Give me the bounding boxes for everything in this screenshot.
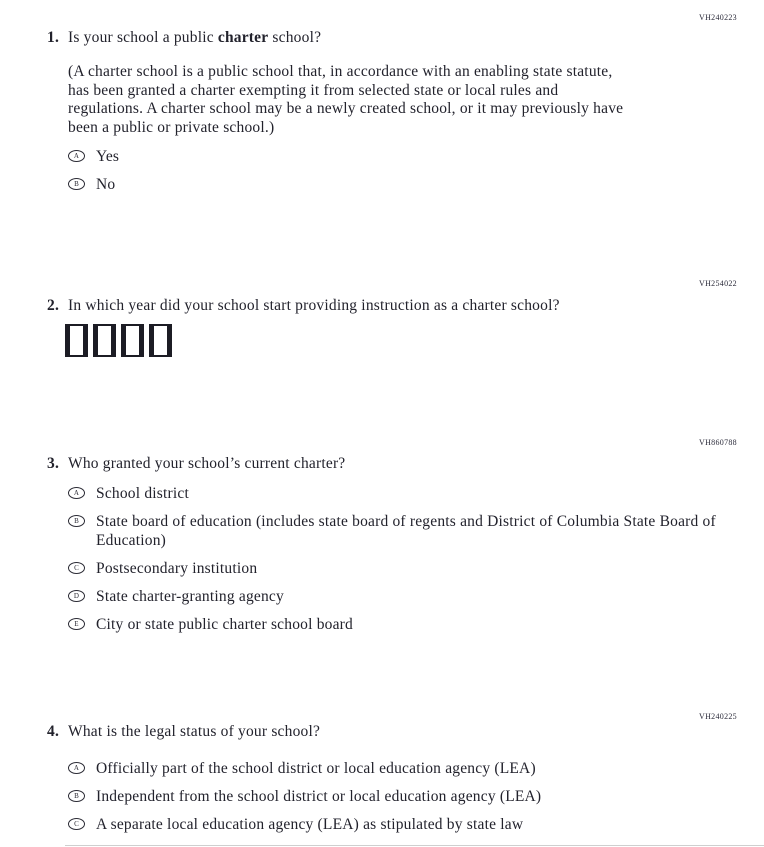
question-2-number: 2. <box>47 297 60 314</box>
option-row <box>68 615 734 634</box>
option-label: Independent from the school district or local education agency (LEA) <box>96 788 542 805</box>
answer-oval-icon[interactable]: C <box>68 818 85 830</box>
question-4-text: What is the legal status of your school? <box>68 723 321 740</box>
answer-oval-icon[interactable]: A <box>68 487 85 499</box>
question-1-options <box>68 147 734 203</box>
option-row <box>68 787 734 806</box>
option-row <box>68 759 734 778</box>
option-row-no <box>68 175 734 194</box>
option-label: Officially part of the school district or local education agency (LEA) <box>96 760 536 777</box>
option-row-yes <box>68 147 734 166</box>
answer-oval-icon[interactable]: D <box>68 590 85 602</box>
option-label: Postsecondary institution <box>96 560 258 577</box>
option-label: Yes <box>96 148 120 165</box>
question-4-prompt <box>47 723 320 741</box>
question-3-prompt <box>47 455 345 473</box>
question-4-number: 4. <box>47 723 60 740</box>
question-1-text: Is your school a public charter school? <box>68 29 322 46</box>
page-bottom-edge <box>65 845 764 846</box>
question-2-prompt <box>47 297 560 315</box>
option-label: No <box>96 176 116 193</box>
option-row <box>68 484 734 503</box>
option-row <box>68 512 734 550</box>
option-label: State charter-granting agency <box>96 588 284 605</box>
option-label: A separate local education agency (LEA) as stipulated by state law <box>96 816 524 833</box>
answer-oval-icon[interactable]: A <box>68 150 85 162</box>
question-1-prompt <box>47 29 321 47</box>
option-label: City or state public charter school board <box>96 616 353 633</box>
question-1-number: 1. <box>47 29 60 46</box>
option-row <box>68 587 734 606</box>
year-digit-box[interactable] <box>149 324 172 357</box>
question-2-text: In which year did your school start providing instruction as a charter school? <box>68 297 560 314</box>
question-3-number: 3. <box>47 455 60 472</box>
option-label: School district <box>96 485 189 502</box>
question-3-text: Who granted your school’s current charter? <box>68 455 346 472</box>
question-3-options <box>68 484 734 643</box>
question-1-note: (A charter school is a public school that, in accordance with an enabling state statute, has been granted a charter exempting it from selected state or local rules and regulations. A charter school may be a newly created school, or it may previously have been a public or private school.) <box>68 63 624 136</box>
option-row <box>68 559 734 578</box>
year-digit-box[interactable] <box>121 324 144 357</box>
answer-oval-icon[interactable]: A <box>68 762 85 774</box>
answer-oval-icon[interactable]: B <box>68 515 85 527</box>
answer-oval-icon[interactable]: B <box>68 178 85 190</box>
question-2-code: VH254022 <box>699 279 737 288</box>
answer-oval-icon[interactable]: C <box>68 562 85 574</box>
year-entry-boxes <box>65 324 172 357</box>
answer-oval-icon[interactable]: E <box>68 618 85 630</box>
year-digit-box[interactable] <box>65 324 88 357</box>
answer-oval-icon[interactable]: B <box>68 790 85 802</box>
year-digit-box[interactable] <box>93 324 116 357</box>
question-4-code: VH240225 <box>699 712 737 721</box>
option-row <box>68 815 734 834</box>
question-1-code: VH240223 <box>699 13 737 22</box>
option-label: State board of education (includes state board of regents and District of Columbia State Board of Education) <box>96 513 716 549</box>
question-4-options <box>68 759 734 843</box>
question-3-code: VH860788 <box>699 438 737 447</box>
